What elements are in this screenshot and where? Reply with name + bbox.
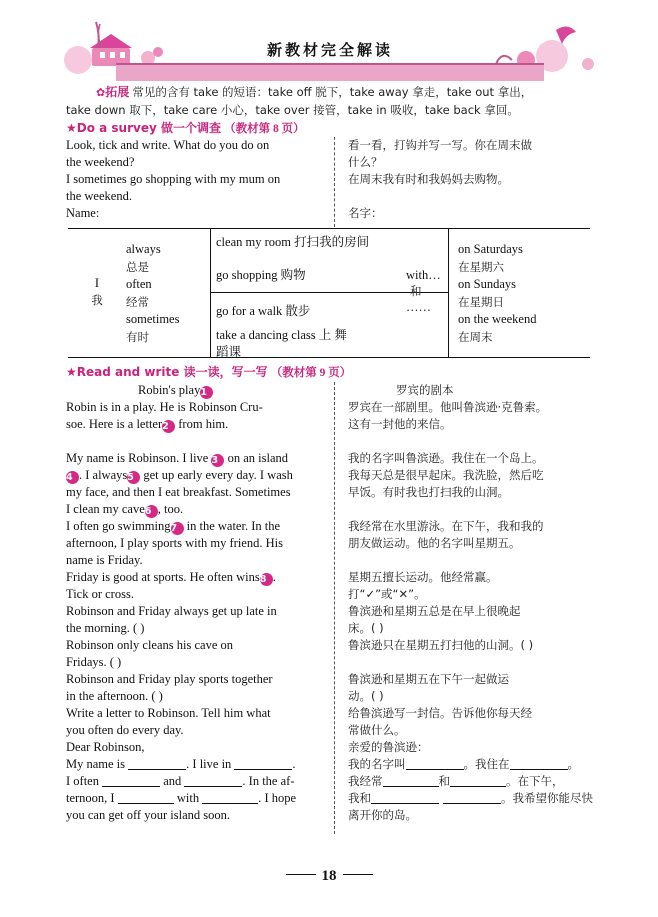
blank-field[interactable] bbox=[371, 792, 439, 804]
cn-line: 给鲁滨逊写一封信。告诉他你每天经 bbox=[348, 706, 532, 720]
table-line bbox=[210, 229, 211, 357]
text-span: 。 bbox=[567, 757, 579, 771]
freq-item: 总是 bbox=[126, 259, 149, 274]
table-with bbox=[406, 267, 446, 315]
dash bbox=[343, 874, 373, 875]
text-span: soe. Here is a letter bbox=[66, 417, 163, 431]
survey-right-line: 在周末我有时和我妈妈去购物。 bbox=[348, 172, 509, 186]
text-span: and bbox=[160, 774, 185, 788]
text-line: Robinson and Friday play sports together bbox=[66, 672, 273, 686]
time-item: 在星期日 bbox=[458, 294, 504, 309]
blank-field[interactable] bbox=[510, 758, 568, 770]
survey-divider bbox=[334, 137, 335, 227]
with-item: with… bbox=[406, 268, 441, 282]
blank-field[interactable] bbox=[383, 775, 439, 787]
cn-line: 常做什么。 bbox=[348, 723, 406, 737]
text-line: Robinson and Friday always get up late in bbox=[66, 604, 277, 618]
survey-heading bbox=[66, 120, 606, 138]
text-span: in the water. In the bbox=[183, 519, 281, 533]
with-item: 和 bbox=[410, 284, 422, 298]
survey-left bbox=[66, 137, 322, 222]
cn-line: 打“✓”或“✕”。 bbox=[348, 587, 426, 601]
table-subject bbox=[90, 275, 104, 309]
text-span: on an island bbox=[224, 451, 289, 465]
text-span: 和 bbox=[438, 774, 450, 788]
survey-left-line: the weekend? bbox=[66, 155, 135, 169]
table-activity: go shopping 购物 bbox=[216, 268, 306, 282]
table-activity: go for a walk 散步 bbox=[216, 304, 311, 318]
cn-line: 这有一封他的来信。 bbox=[348, 417, 452, 431]
cn-line: 早饭。有时我也打扫我的山洞。 bbox=[348, 485, 509, 499]
survey-left-line: the weekend. bbox=[66, 189, 132, 203]
read-english bbox=[66, 382, 322, 824]
text-line bbox=[66, 416, 322, 433]
cn-line: 我经常在水里游泳。在下午，我和我的 bbox=[348, 519, 544, 533]
text-line bbox=[66, 450, 322, 467]
text-span: . In the af- bbox=[242, 774, 295, 788]
text-span: I often bbox=[66, 774, 103, 788]
cn-line: 星期五擅长运动。他经常赢。 bbox=[348, 570, 498, 584]
text-line: you can get off your island soon. bbox=[66, 808, 230, 822]
text-span: ternoon, I bbox=[66, 791, 118, 805]
text-span: My name is Robinson. I live bbox=[66, 451, 212, 465]
table-time bbox=[458, 241, 588, 346]
text-span: 。在下午， bbox=[506, 774, 564, 788]
note-marker: 4 bbox=[66, 471, 79, 484]
time-item: 在周末 bbox=[458, 329, 493, 344]
text-line: afternoon, I play sports with my friend. His bbox=[66, 536, 283, 550]
note-marker: 8 bbox=[260, 573, 273, 586]
text-span: My name is bbox=[66, 757, 129, 771]
survey-left-line: Look, tick and write. What do you do on bbox=[66, 138, 270, 152]
note-marker: 1 bbox=[200, 386, 213, 399]
note-marker: 3 bbox=[211, 454, 224, 467]
freq-item: sometimes bbox=[126, 312, 180, 326]
text-span: from him. bbox=[175, 417, 229, 431]
text-span: 。我希望你能尽快 bbox=[501, 791, 593, 805]
page-number-text: 18 bbox=[321, 868, 337, 884]
answer-line-cn[interactable]: 床。( ) bbox=[348, 621, 384, 635]
survey-left-line: I sometimes go shopping with my mum on bbox=[66, 172, 281, 186]
read-title: ★Read and write 读一读，写一写 bbox=[66, 365, 268, 379]
with-item: …… bbox=[406, 300, 431, 314]
cn-line: 我的名字叫鲁滨逊。我住在一个岛上。 bbox=[348, 451, 544, 465]
survey-right-line: 名字： bbox=[348, 206, 383, 220]
time-item: on the weekend bbox=[458, 312, 537, 326]
cn-line: 鲁滨逊和星期五在下午一起做运 bbox=[348, 672, 509, 686]
page-number bbox=[0, 868, 658, 885]
text-span: , too. bbox=[157, 502, 184, 516]
dash bbox=[286, 874, 316, 875]
text-span: I often go swimming bbox=[66, 519, 171, 533]
note-marker: 2 bbox=[162, 420, 175, 433]
read-divider bbox=[334, 382, 335, 834]
blank-field[interactable] bbox=[234, 758, 292, 770]
expand-text-2: take down 取下，take care 小心，take over 接管，take in 吸收，take back 拿回。 bbox=[66, 103, 519, 117]
text-span: I clean my cave bbox=[66, 502, 145, 516]
answer-line[interactable]: Fridays. ( ) bbox=[66, 655, 122, 669]
read-heading bbox=[66, 364, 606, 382]
text-line bbox=[66, 569, 322, 586]
blank-field[interactable] bbox=[184, 775, 242, 787]
freq-item: often bbox=[126, 277, 152, 291]
read-chinese bbox=[348, 382, 610, 824]
table-line bbox=[448, 229, 449, 357]
survey-table bbox=[68, 228, 590, 358]
text-span: get up early every day. I wash bbox=[140, 468, 293, 482]
text-span: . I always bbox=[79, 468, 128, 482]
text-span: 我和 bbox=[348, 791, 371, 805]
blank-field[interactable] bbox=[450, 775, 506, 787]
table-activity: clean my room 打扫我的房间 bbox=[216, 235, 370, 249]
text-span: . I live in bbox=[186, 757, 235, 771]
time-item: 在星期六 bbox=[458, 259, 504, 274]
answer-line-cn[interactable]: 动。( ) bbox=[348, 689, 384, 703]
table-frequency bbox=[126, 241, 206, 346]
survey-ref: （教材第 8 页） bbox=[224, 123, 305, 135]
text-line: you often do every day. bbox=[66, 723, 184, 737]
story-title-cn: 罗宾的剧本 bbox=[396, 383, 454, 397]
answer-line[interactable]: in the afternoon. ( ) bbox=[66, 689, 163, 703]
text-line: name is Friday. bbox=[66, 553, 143, 567]
table-activity bbox=[216, 327, 444, 361]
freq-item: 经常 bbox=[126, 294, 149, 309]
header-band bbox=[116, 63, 544, 81]
text-span: . bbox=[292, 757, 296, 771]
cn-line: 我每天总是很早起床。我洗脸，然后吃 bbox=[348, 468, 544, 482]
text-span: 我经常 bbox=[348, 774, 383, 788]
cn-line bbox=[348, 790, 610, 807]
story-title-text: Robin's play bbox=[138, 383, 201, 397]
subject-cn: 我 bbox=[91, 293, 103, 307]
flower-icon: ✿ bbox=[96, 87, 106, 99]
answer-line-cn[interactable]: 鲁滨逊只在星期五打扫他的山洞。( ) bbox=[348, 638, 534, 652]
survey-left-line: Name: bbox=[66, 206, 100, 220]
text-line: Dear Robinson, bbox=[66, 740, 145, 754]
subject-en: I bbox=[94, 276, 100, 290]
note-marker: 7 bbox=[171, 522, 184, 535]
cn-line: 离开你的岛。 bbox=[348, 808, 417, 822]
text-line bbox=[66, 790, 322, 807]
survey-right-line: 看一看，打钩并写一写。你在周末做 bbox=[348, 138, 532, 152]
expand-text-1: 常见的含有 take 的短语：take off 脱下，take away 拿走，take out 拿出， bbox=[132, 85, 533, 99]
text-span: 。我住在 bbox=[463, 757, 510, 771]
time-item: on Sundays bbox=[458, 277, 516, 291]
text-span: . bbox=[272, 570, 276, 584]
blank-field[interactable] bbox=[406, 758, 464, 770]
note-marker: 6 bbox=[145, 505, 158, 518]
page-header bbox=[56, 20, 604, 82]
cn-line: 罗宾在一部剧里。他叫鲁滨逊·克鲁索。 bbox=[348, 400, 548, 414]
text-span: with bbox=[173, 791, 203, 805]
blank-field[interactable] bbox=[128, 758, 186, 770]
text-span: . I hope bbox=[258, 791, 297, 805]
text-span: 我的名字叫 bbox=[348, 757, 406, 771]
text-line bbox=[66, 773, 322, 790]
read-ref: （教材第 9 页） bbox=[270, 367, 352, 379]
text-line bbox=[66, 501, 322, 518]
answer-line[interactable]: the morning. ( ) bbox=[66, 621, 145, 635]
text-line bbox=[66, 518, 322, 535]
expand-label: 拓展 bbox=[105, 85, 130, 99]
text-line: Robinson only cleans his cave on bbox=[66, 638, 233, 652]
cn-line: 朋友做运动。他的名字叫星期五。 bbox=[348, 536, 521, 550]
text-line bbox=[66, 756, 322, 773]
cn-line: 亲爱的鲁滨逊： bbox=[348, 740, 429, 754]
text-line: Tick or cross. bbox=[66, 587, 134, 601]
expand-line-1 bbox=[96, 84, 596, 102]
blank-field[interactable] bbox=[202, 792, 258, 804]
text-line: Robin is in a play. He is Robinson Cru- bbox=[66, 400, 263, 414]
story-title bbox=[66, 382, 322, 399]
text-span: Friday is good at sports. He often wins bbox=[66, 570, 260, 584]
survey-title: ★Do a survey 做一个调查 bbox=[66, 121, 221, 135]
activity-line: 蹈课 bbox=[216, 345, 242, 359]
cn-line bbox=[348, 773, 610, 790]
text-line: Write a letter to Robinson. Tell him what bbox=[66, 706, 271, 720]
survey-right-line: 什么？ bbox=[348, 155, 383, 169]
blank-field[interactable] bbox=[102, 775, 160, 787]
cn-line bbox=[348, 756, 610, 773]
activity-line: take a dancing class 上 舞 bbox=[216, 328, 347, 342]
text-line: my face, and then I eat breakfast. Sometimes bbox=[66, 485, 291, 499]
time-item: on Saturdays bbox=[458, 242, 523, 256]
freq-item: 有时 bbox=[126, 329, 149, 344]
freq-item: always bbox=[126, 242, 161, 256]
blank-field[interactable] bbox=[443, 792, 501, 804]
note-marker: 5 bbox=[127, 471, 140, 484]
page-title: 新教材完全解读 bbox=[266, 41, 393, 59]
survey-right bbox=[348, 137, 608, 222]
blank-field[interactable] bbox=[118, 792, 174, 804]
cn-line: 鲁滨逊和星期五总是在早上很晚起 bbox=[348, 604, 521, 618]
text-line bbox=[66, 467, 322, 484]
